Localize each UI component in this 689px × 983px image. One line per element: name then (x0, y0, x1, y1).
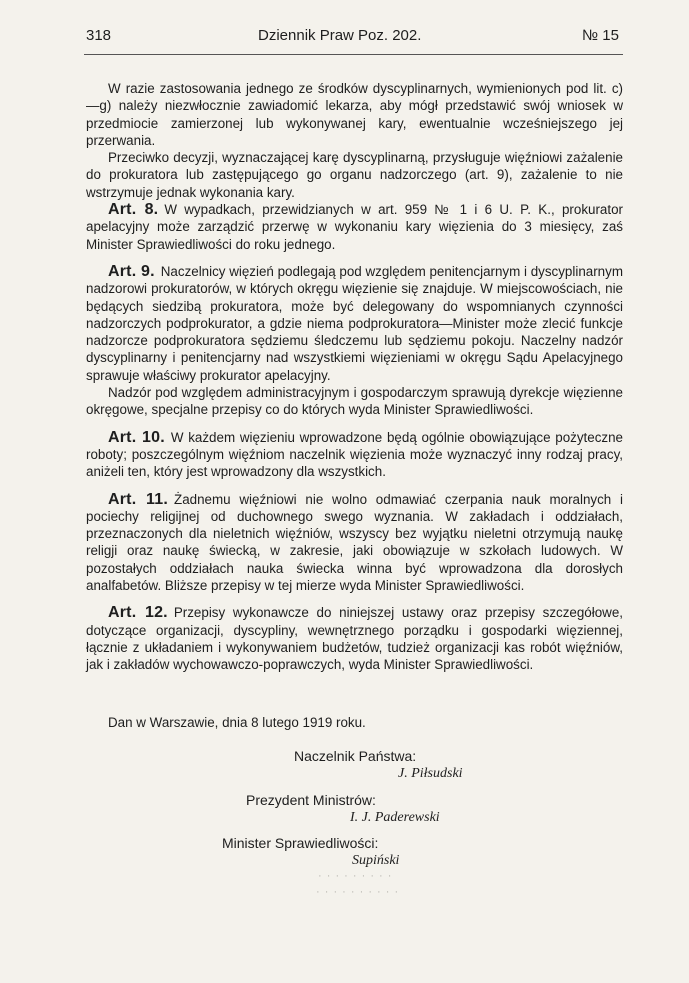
paragraph-1: W razie zastosowania jednego ze środków dyscyplinarnych, wymienionych pod lit. c)—g) należy niezwłocznie zawiadomić lekarza, aby mógł przedstawić swój wniosek w przedmiocie zamierzonej lub wykonywanej kary, ewentualnie wcześniejszego jej przerwania. (86, 81, 623, 148)
signature-role-3: Minister Sprawiedliwości: (222, 835, 379, 851)
issue-number: № 15 (582, 27, 619, 44)
signature-name-3: Supiński (352, 853, 400, 868)
page-header (86, 27, 619, 49)
article-9-heading: Art. 9. (108, 262, 155, 280)
article-10-heading: Art. 10. (108, 428, 165, 446)
article-8-text: W wypadkach, przewidzianych w art. 959 № 1 i 6 U. P. K., prokurator apelacyjny może zarządzić przerwę w wykonaniu kary więzienia do 3 miesięcy, zaś Minister Sprawiedliwości do roku jednego. (86, 202, 623, 252)
article-10 (86, 429, 623, 481)
paragraph-2: Przeciwko decyzji, wyznaczającej karę dyscyplinarną, przysługuje więźniowi zażalenie do prokuratora lub zastępującego go organu nadzorczego (art. 9), zażalenie to nie wstrzymuje jednak wykonania kary. (86, 150, 623, 200)
journal-title: Dziennik Praw Poz. 202. (258, 27, 422, 44)
article-12-text: Przepisy wykonawcze do niniejszej ustawy oraz przepisy szczegółowe, dotyczące organizacji, dyscypliny, wewnętrznego porządku i gospodarki więziennej, łącznie z układaniem i wykonywaniem budżetów, tudzież organizacji kas robót więźniów, jak i zakładów wychowawczo-poprawczych, wyda Minister Sprawiedliwości. (86, 605, 624, 673)
article-11-heading: Art. 11. (108, 490, 169, 508)
signature-role-2: Prezydent Ministrów: (246, 792, 376, 808)
signature-name-2: I. J. Paderewski (350, 810, 440, 825)
article-9-text: Naczelnicy więzień podlegają pod względem penitencjarnym i dyscyplinarnym nadzorowi prokuratorów, w których okręgu więzienie się znajduje. W miejscowościach, nie będących siedzibą prokuratora, może być delegowany do wspomnianych czynności nadzorczych podprokurator, a gdzie niema podprokuratora—Minister może zlecić funkcje nadzorcze podprokuratora sędziemu śledczemu lub sędziemu pokoju. Naczelny nadzór dyscyplinarny i penitencjarny nad wszystkiemi więzieniami w okręgu Sądu Apelacyjnego sprawuje właściwy prokurator apelacyjny. (86, 263, 623, 383)
date-line: Dan w Warszawie, dnia 8 lutego 1919 roku. (108, 715, 366, 730)
article-9 (86, 263, 623, 384)
signature-name-1: J. Piłsudski (398, 766, 463, 781)
document-body (86, 80, 623, 674)
article-11-text: Żadnemu więźniowi nie wolno odmawiać czerpania nauk moralnych i pociechy religijnej od duchownego swego wyznania. W zakładach i oddziałach, przeznaczonych dla nieletnich więźniów, wszyscy bez wyjątku nieletni otrzymują naukę religji oraz naukę świecką, w zakresie, jaki obowiązuje w szkołach ludowych. W pozostałych oddziałach nauka świecka winna być wprowadzona dla dorosłych analfabetów. Bliższe przepisy w tej mierze wyda Minister Sprawiedliwości. (86, 491, 623, 594)
header-rule (84, 54, 623, 55)
article-12 (86, 604, 623, 673)
article-10-text: W każdem więzieniu wprowadzone będą ogólnie obowiązujące pożyteczne roboty; poszczególnym więźniom naczelnik więzienia może wyznaczyć inny rodzaj pracy, aniżeli ten, który jest wprowadzony dla wszystkich. (86, 429, 624, 480)
article-8-heading: Art. 8. (108, 201, 159, 219)
article-9-paragraph-2: Nadzór pod względem administracyjnym i gospodarczym sprawują dyrekcje więzienne okręgowe, specjalne przepisy co do których wyda Minister Sprawiedliwości. (86, 385, 623, 418)
article-12-heading: Art. 12. (108, 604, 168, 622)
page-number: 318 (86, 27, 112, 44)
article-11 (86, 491, 623, 595)
article-8 (86, 201, 623, 253)
signature-role-1: Naczelnik Państwa: (294, 748, 417, 764)
bleed-through-mark: · · · · · · · · · (318, 870, 393, 882)
bleed-through-mark-2: · · · · · · · · · · (316, 886, 400, 898)
